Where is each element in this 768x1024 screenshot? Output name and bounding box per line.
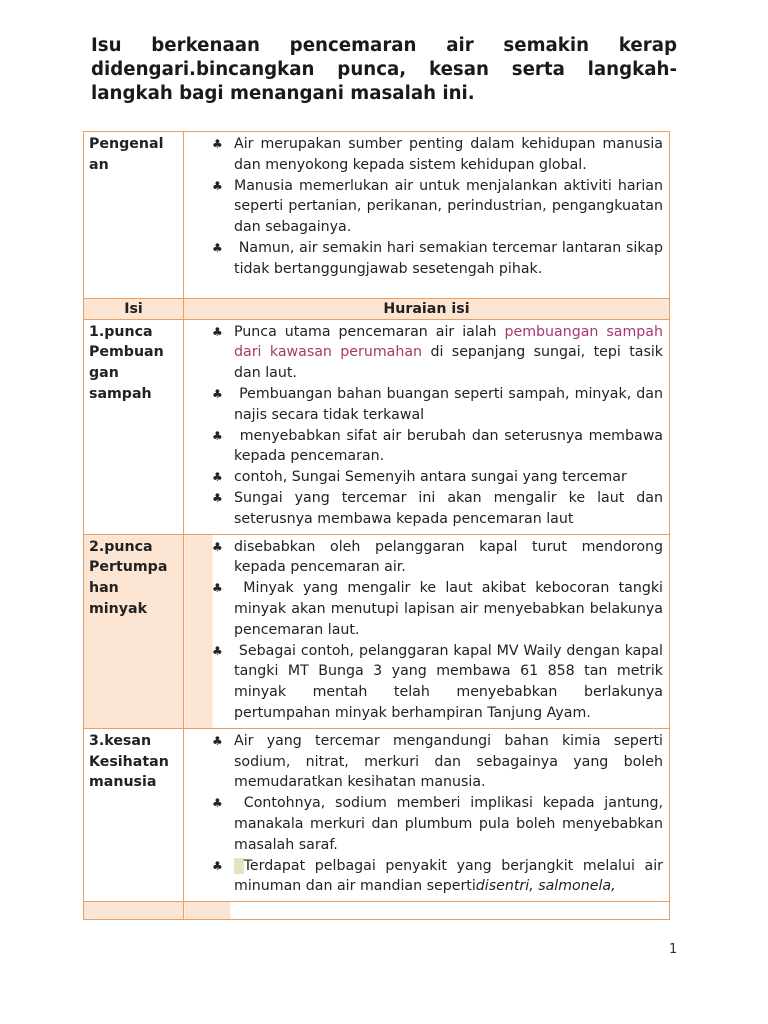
table-row <box>84 319 670 534</box>
list-item: ♣ Sebagai contoh, pelanggaran kapal MV Waily dengan kapal tangki MT Bunga 3 yang membawa 61 858 tan metrik minyak mentah telah menyebabkan berlakunya pertumpahan minyak berhampiran Tanjung Ayam. <box>212 642 668 721</box>
list-item: ♣ disebabkan oleh pelanggaran kapal turut mendorong kepada pencemaran air. <box>212 538 663 576</box>
list-item: ♣ Pembuangan bahan buangan seperti sampah, minyak, dan najis secara tidak terkawal <box>212 385 668 423</box>
club-bullet-icon: ♣ <box>212 581 223 596</box>
list-item: ♣ menyebabkan sifat air berubah dan seterusnya membawa kepada pencemaran. <box>212 427 668 465</box>
club-bullet-icon: ♣ <box>212 386 223 401</box>
list-item: ♣ Sungai yang tercemar ini akan mengalir ke laut dan seterusnya membawa kepada pencemaran laut <box>212 489 663 527</box>
list-item: ♣ Air yang tercemar mengandungi bahan kimia seperti sodium, nitrat, merkuri dan sebagainya yang boleh memudaratkan kesihatan manusia. <box>212 732 663 791</box>
list-item: ♣ Manusia memerlukan air untuk menjalankan aktiviti harian seperti pertanian, perikanan, perindustrian, pengangkuatan dan sebagainya. <box>212 177 663 236</box>
list-item: ♣ Terdapat pelbagai penyakit yang berjangkit melalui air minuman dan air mandian sepertidisentri, salmonela, <box>212 857 663 895</box>
club-bullet-icon: ♣ <box>212 324 223 339</box>
page-number: 1 <box>669 942 678 957</box>
list-item: ♣ Contohnya, sodium memberi implikasi kepada jantung, manakala merkuri dan plumbum pula boleh menyebabkan masalah saraf. <box>212 795 668 853</box>
header-isi: Isi <box>84 298 184 319</box>
header-huraian-isi: Huraian isi <box>184 298 670 319</box>
club-bullet-icon: ♣ <box>212 796 223 811</box>
italic-text: disentri, salmonela, <box>475 878 616 895</box>
row-content <box>184 319 670 534</box>
empty-cell <box>184 902 670 920</box>
club-bullet-icon: ♣ <box>212 240 223 255</box>
content-table <box>83 131 670 920</box>
highlighted-text: pembuangan sampah dari kawasan perumahan <box>234 323 663 361</box>
text-cursor-highlight <box>234 858 244 874</box>
club-bullet-icon: ♣ <box>212 858 223 873</box>
row-content <box>184 534 670 728</box>
club-bullet-icon: ♣ <box>212 643 223 658</box>
empty-row <box>84 902 670 920</box>
list-item: ♣ contoh, Sungai Semenyih antara sungai yang tercemar <box>189 467 663 488</box>
page-title: Isu berkenaan pencemaran air semakin kerap didengari.bincangkan punca, kesan serta langkah-langkah bagi menangani masalah ini. <box>91 35 677 104</box>
club-bullet-icon: ♣ <box>212 428 223 443</box>
club-bullet-icon: ♣ <box>212 137 223 151</box>
empty-cell <box>84 902 184 920</box>
row-label: 1.punca Pembuan gan sampah <box>84 319 184 534</box>
row-content <box>184 728 670 901</box>
table-row <box>84 534 670 728</box>
intro-content <box>184 132 670 299</box>
intro-row <box>84 132 670 299</box>
table-row <box>84 728 670 901</box>
intro-label: Pengenal an <box>84 132 184 299</box>
list-item: ♣ Minyak yang mengalir ke laut akibat kebocoran tangki minyak akan menutupi lapisan air menyebabkan belakunya pencemaran laut. <box>212 580 668 638</box>
row-label: 3.kesan Kesihatan manusia <box>84 728 184 901</box>
club-bullet-icon: ♣ <box>212 178 223 193</box>
list-item: ♣ Air merupakan sumber penting dalam kehidupan manusia dan menyokong kepada sistem kehidupan global. <box>212 136 663 173</box>
list-item: ♣ Punca utama pencemaran air ialah pembuangan sampah dari kawasan perumahan di sepanjang sungai, tepi tasik dan laut. <box>212 323 668 382</box>
row-label: 2.punca Pertumpa han minyak <box>84 534 184 728</box>
list-item: ♣ Namun, air semakin hari semakian tercemar lantaran sikap tidak bertanggungjawab sesetengah pihak. <box>212 239 668 277</box>
club-bullet-icon: ♣ <box>212 539 223 554</box>
club-bullet-icon: ♣ <box>212 470 223 485</box>
club-bullet-icon: ♣ <box>212 733 223 748</box>
club-bullet-icon: ♣ <box>212 490 223 505</box>
table-header-row <box>84 298 670 319</box>
